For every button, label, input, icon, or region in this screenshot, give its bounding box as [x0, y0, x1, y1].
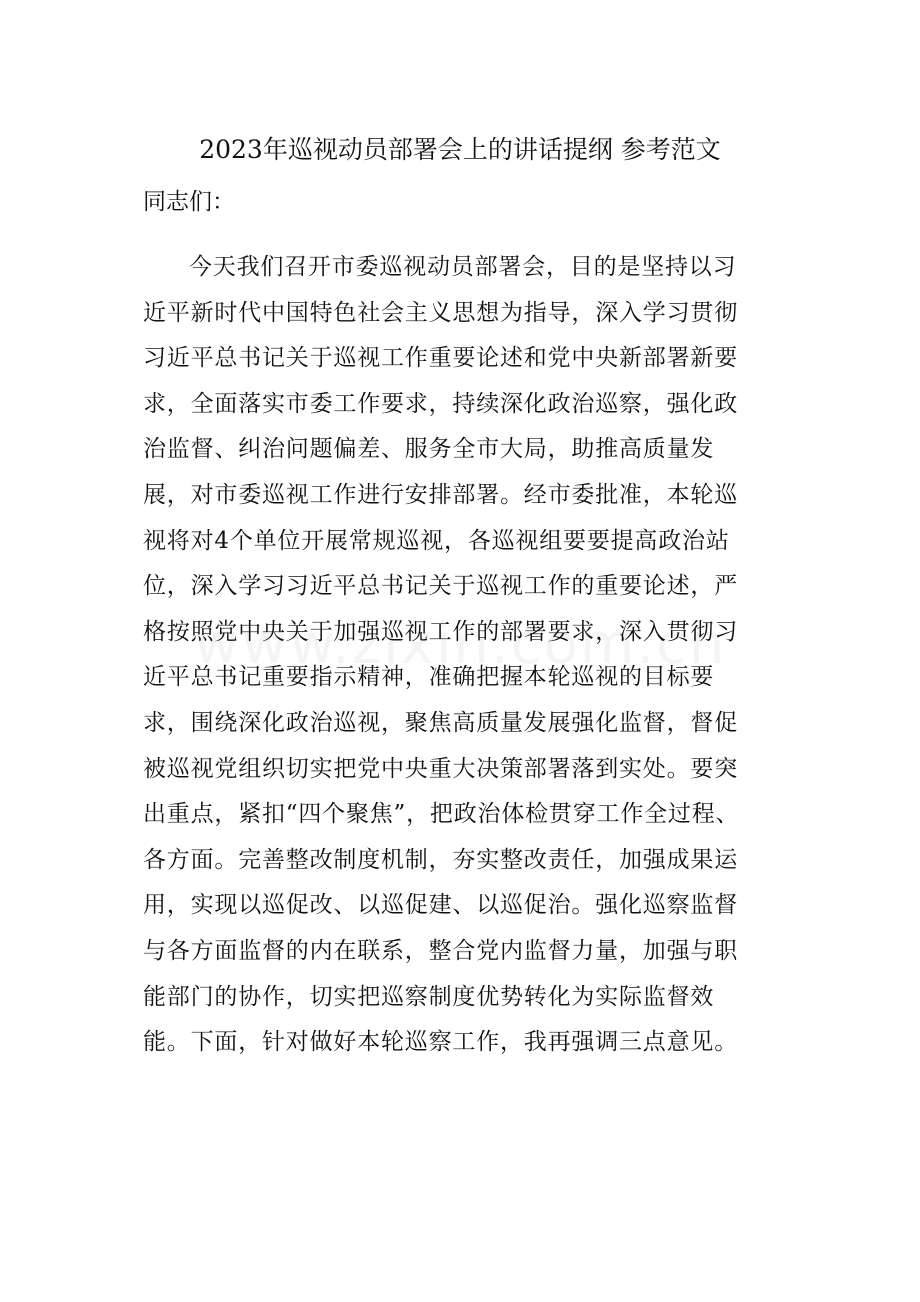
body-paragraph [143, 245, 763, 1066]
paragraph-line: 被巡视党组织切实把党中央重大决策部署落到实处。要突 [143, 755, 738, 782]
paragraph-line: 治监督、纠治问题偏差、服务全市大局，助推高质量发 [143, 436, 715, 463]
paragraph-line: 求，全面落实市委工作要求，持续深化政治巡察，强化政 [143, 390, 738, 417]
salutation: 同志们： [143, 189, 235, 215]
paragraph-line: 习近平总书记关于巡视工作重要论述和党中央新部署新要 [143, 345, 738, 372]
paragraph-line: 出重点，紧扣“四个聚焦”，把政治体检贯穿工作全过程、 [143, 801, 740, 828]
paragraph-line: 能部门的协作，切实把巡察制度优势转化为实际监督效 [143, 983, 715, 1010]
paragraph-line: 求，围绕深化政治巡视，聚焦高质量发展强化监督，督促 [143, 709, 738, 736]
paragraph-line: 各方面。完善整改制度机制，夯实整改责任，加强成果运 [143, 846, 738, 873]
paragraph-line: 近平新时代中国特色社会主义思想为指导，深入学习贯彻 [143, 299, 738, 326]
paragraph-line: 展，对市委巡视工作进行安排部署。经市委批准，本轮巡 [143, 481, 738, 508]
paragraph-line: 与各方面监督的内在联系，整合党内监督力量，加强与职 [143, 937, 738, 964]
paragraph-line: 格按照党中央关于加强巡视工作的部署要求，深入贯彻习 [143, 618, 738, 645]
paragraph-line: 位，深入学习习近平总书记关于巡视工作的重要论述，严 [143, 573, 738, 600]
paragraph-line: 近平总书记重要指示精神，准确把握本轮巡视的目标要 [143, 664, 715, 691]
paragraph-line: 能。下面，针对做好本轮巡察工作，我再强调三点意见。 [143, 1029, 738, 1056]
paragraph-line: 今天我们召开市委巡视动员部署会，目的是坚持以习 [189, 254, 737, 280]
paragraph-line: 视将对4个单位开展常规巡视，各巡视组要要提高政治站 [143, 527, 730, 554]
document-title: 2023年巡视动员部署会上的讲话提纲 参考范文 [199, 135, 721, 164]
paragraph-line: 用，实现以巡促改、以巡促建、以巡促治。强化巡察监督 [143, 892, 738, 919]
